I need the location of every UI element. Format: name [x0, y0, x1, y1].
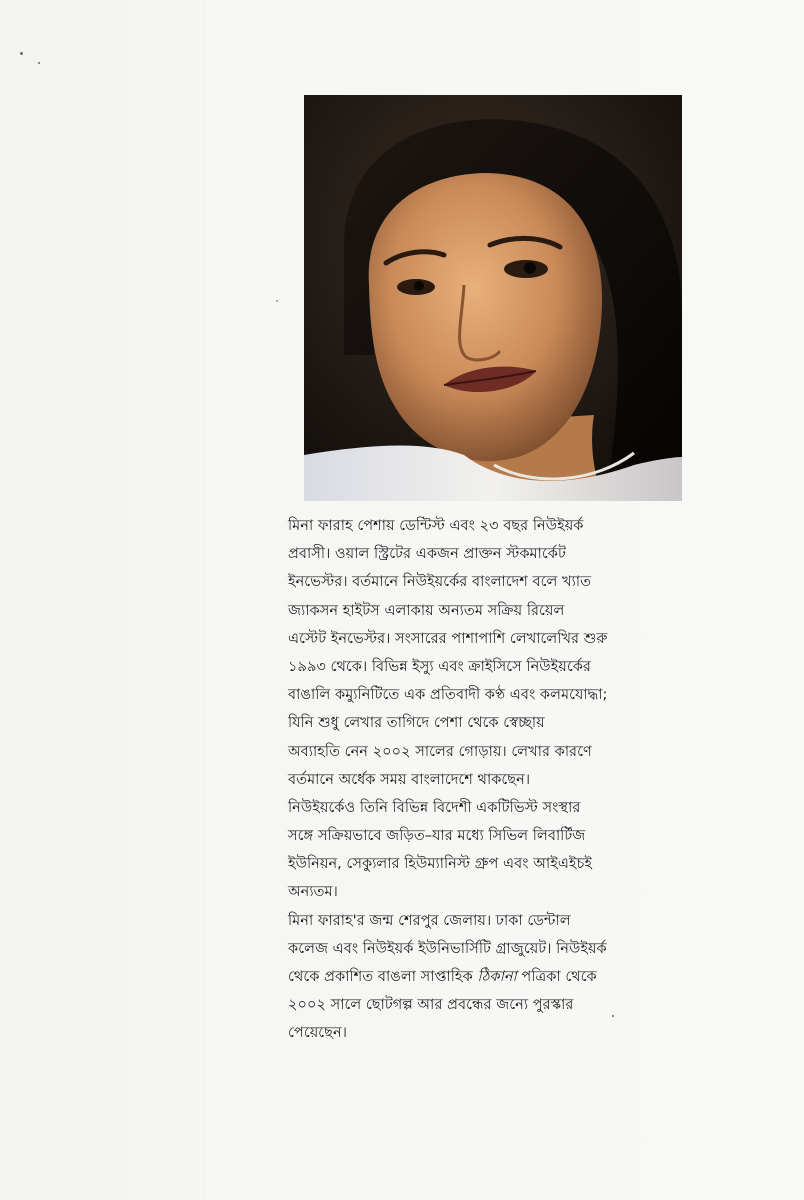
bio-line: নিউইয়র্কেও তিনি বিভিন্ন বিদেশী একটিভিস্ট সংস্থার	[288, 798, 581, 816]
bio-line: ইনভেস্টর। বর্তমানে নিউইয়র্কের বাংলাদেশ বলে খ্যাত	[288, 573, 592, 591]
bio-line: ২০০২ সালে ছোটগল্প আর প্রবন্ধের জন্যে পুরস্কার	[288, 996, 574, 1014]
bio-line: যিনি শুধু লেখার তাগিদে পেশা থেকে স্বেচ্ছায়	[288, 714, 545, 732]
bio-line: মিনা ফারাহ পেশায় ডেন্টিস্ট এবং ২৩ বছর নিউইয়র্ক	[288, 517, 584, 534]
bio-line: সঙ্গে সক্রিয়ভাবে জড়িত–যার মধ্যে সিভিল লিবার্টিজ	[288, 827, 586, 845]
newspaper-name: ঠিকানা	[477, 968, 517, 985]
portrait-image	[304, 95, 682, 501]
bio-line: বর্তমানে অর্ধেক সময় বাংলাদেশে থাকছেন।	[288, 770, 531, 788]
author-portrait	[304, 95, 682, 501]
bio-line: পেয়েছেন।	[288, 1024, 347, 1042]
scan-speck	[20, 52, 23, 55]
author-biography	[288, 512, 728, 1048]
scan-speck	[276, 300, 278, 302]
bio-line: বাঙালি কম্যুনিটিতে এক প্রতিবাদী কণ্ঠ এবং কলমযোদ্ধা;	[288, 686, 608, 704]
bio-text: থেকে প্রকাশিত বাঙলা সাপ্তাহিক	[288, 968, 478, 985]
bio-line: কলেজ এবং নিউইয়র্ক ইউনিভার্সিটি গ্রাজুয়েট। নিউইয়র্ক	[288, 939, 607, 957]
bio-line: মিনা ফারাহ'র জন্ম শেরপুর জেলায়। ঢাকা ডেন্টাল	[288, 911, 571, 929]
bio-line: ১৯৯৩ থেকে। বিভিন্ন ইস্যু এবং ক্রাইসিসে নিউইয়র্কের	[288, 657, 591, 675]
page-crease	[204, 0, 205, 1200]
bio-line: জ্যাকসন হাইটস এলাকায় অন্যতম সক্রিয় রিয়েল	[288, 601, 565, 619]
bio-line: অব্যাহতি নেন ২০০২ সালের গোড়ায়। লেখার কারণে	[288, 742, 592, 760]
bio-line-newspaper	[288, 963, 728, 991]
bio-line: এস্টেট ইনভেস্টর। সংসারের পাশাপাশি লেখালেখির শুরু	[288, 629, 608, 647]
scan-speck	[38, 62, 40, 64]
bio-line: ইউনিয়ন, সেক্যুলার হিউম্যানিস্ট গ্রুপ এবং আইএইচই	[288, 855, 592, 873]
bio-line: প্রবাসী। ওয়াল স্ট্রিটের একজন প্রাক্তন স্টকমার্কেট	[288, 545, 566, 563]
bio-line: অন্যতম।	[288, 883, 338, 901]
bio-text: পত্রিকা থেকে	[516, 968, 597, 985]
